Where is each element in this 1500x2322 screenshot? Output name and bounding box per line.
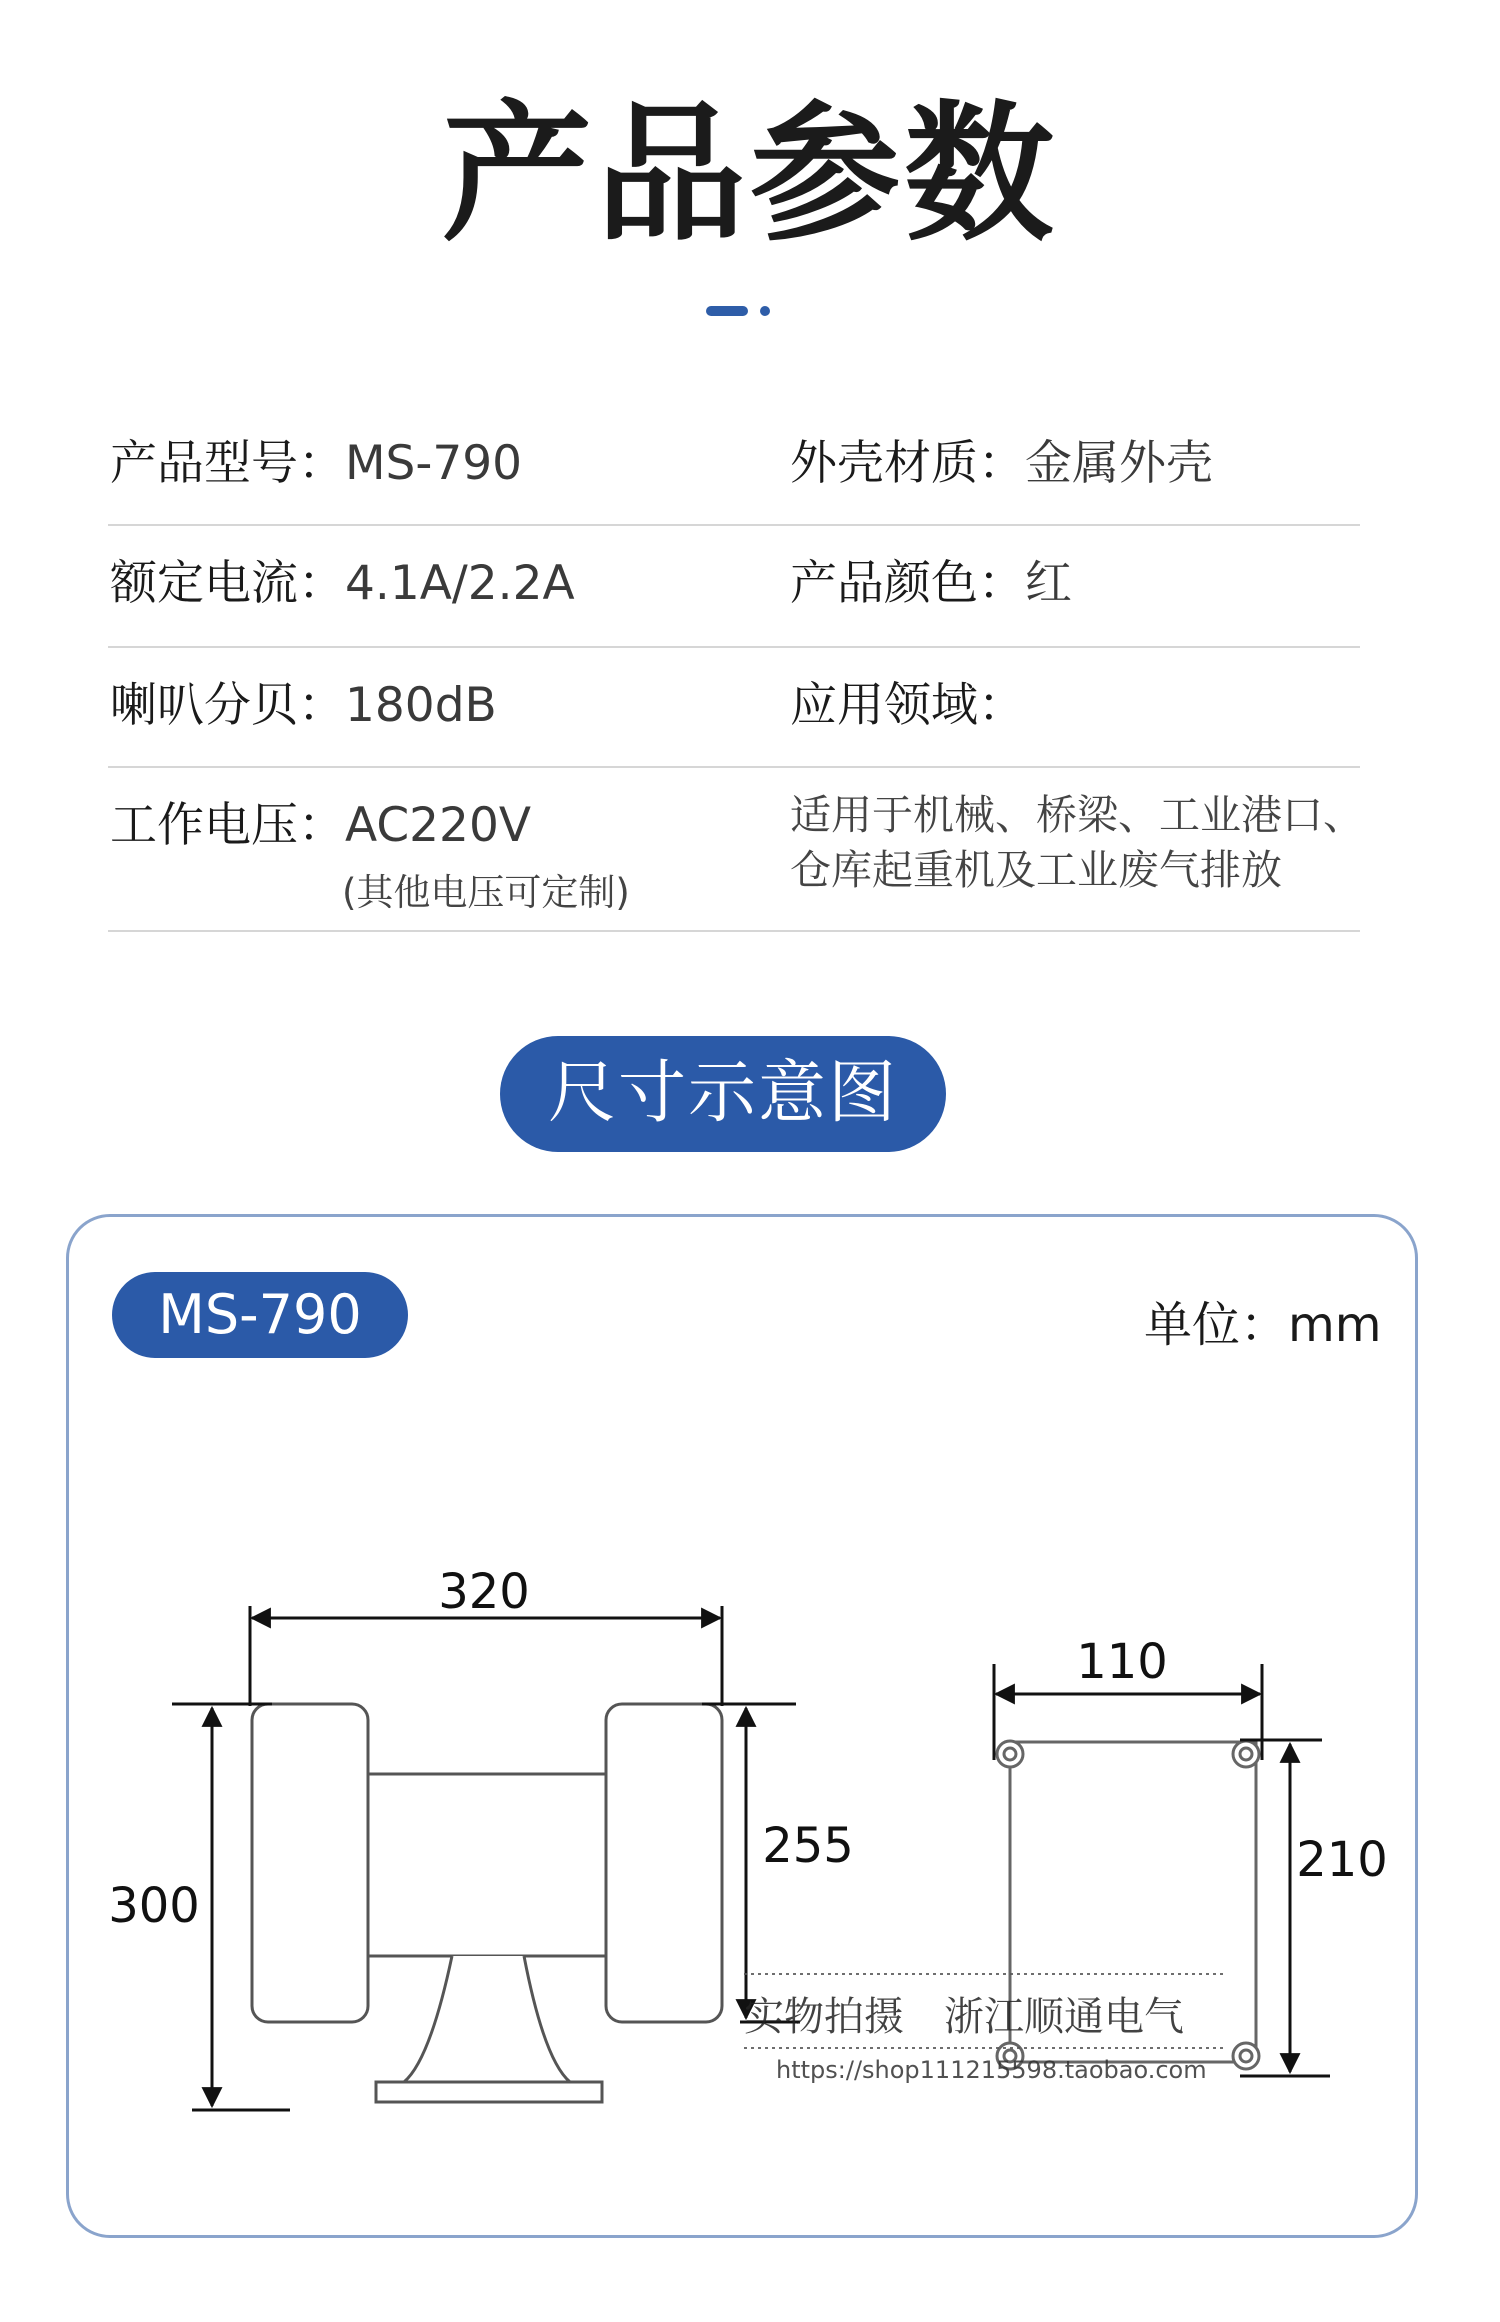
siren-front-view bbox=[252, 1704, 722, 2102]
siren-stand bbox=[404, 1956, 570, 2082]
spec-value: 金属外壳 bbox=[1025, 436, 1213, 491]
spec-label: 额定电流： bbox=[110, 556, 345, 611]
application-line-1: 适用于机械、桥梁、工业港口、 bbox=[790, 791, 1364, 839]
section-title-badge: 尺寸示意图 bbox=[500, 1036, 946, 1152]
model-badge: MS-790 bbox=[112, 1272, 408, 1358]
watermark-text: 实物拍摄 浙江顺通电气 bbox=[744, 1994, 1184, 2040]
siren-right-wheel bbox=[606, 1704, 722, 2022]
dim-label-height: 300 bbox=[108, 1878, 200, 1934]
spec-value: 红 bbox=[1025, 556, 1072, 611]
page-title: 产品参数 bbox=[441, 88, 1058, 262]
mount-hole bbox=[997, 1741, 1023, 1767]
siren-left-wheel bbox=[252, 1704, 368, 2022]
dim-label-base-width: 110 bbox=[1076, 1634, 1168, 1690]
spec-label: 喇叭分贝： bbox=[110, 678, 345, 733]
dim-label-base-depth: 210 bbox=[1296, 1832, 1388, 1888]
spec-label: 应用领域： bbox=[790, 678, 1025, 733]
spec-value: 4.1A/2.2A bbox=[345, 556, 575, 611]
application-line-2: 仓库起重机及工业废气排放 bbox=[790, 846, 1282, 894]
spec-voltage-note: (其他电压可定制) bbox=[342, 871, 630, 914]
mount-hole bbox=[1233, 2043, 1259, 2069]
dim-label-wheel-height: 255 bbox=[762, 1818, 854, 1874]
spec-label: 外壳材质： bbox=[790, 436, 1025, 491]
dim-width bbox=[250, 1606, 722, 1706]
siren-motor-body bbox=[368, 1774, 606, 1956]
spec-value: MS-790 bbox=[345, 436, 523, 491]
dim-base-depth bbox=[1240, 1740, 1330, 2076]
watermark-url: https://shop111215598.taobao.com bbox=[776, 2056, 1207, 2084]
unit-label: 单位：mm bbox=[1144, 1297, 1382, 1353]
spec-label: 工作电压： bbox=[110, 798, 345, 853]
siren-base-plate bbox=[376, 2082, 602, 2102]
spec-value: AC220V bbox=[345, 798, 532, 853]
spec-label: 产品颜色： bbox=[790, 556, 1025, 611]
spec-value: 180dB bbox=[345, 678, 497, 733]
mount-hole bbox=[1233, 1741, 1259, 1767]
dim-label-width: 320 bbox=[438, 1564, 530, 1620]
watermark bbox=[744, 1974, 1226, 2084]
spec-label: 产品型号： bbox=[110, 436, 345, 491]
